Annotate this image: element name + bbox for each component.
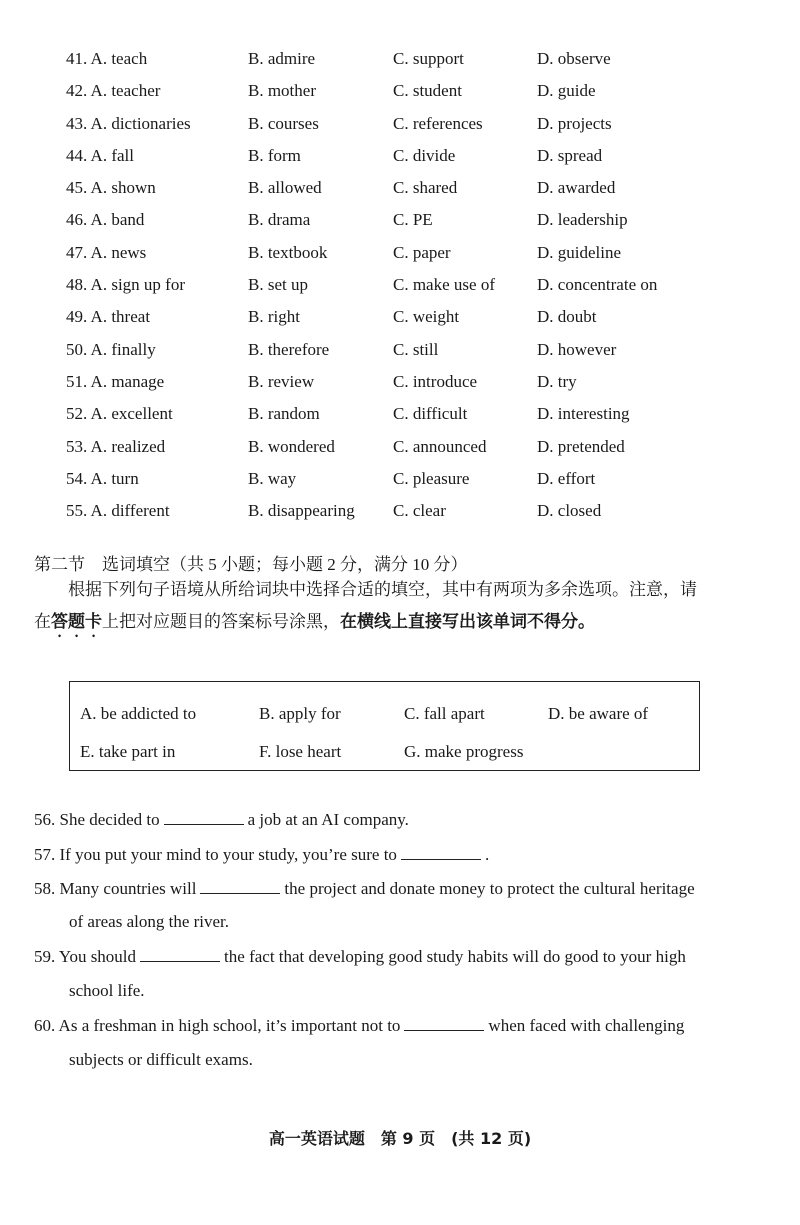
choice-option-b: B. way: [248, 468, 297, 488]
choice-option-a: 44. A. fall: [66, 145, 134, 165]
choice-row: [66, 79, 766, 111]
question-57: [34, 845, 489, 865]
choice-option-a: 46. A. band: [66, 210, 145, 230]
question-text: .: [484, 845, 490, 864]
choice-option-d: D. effort: [537, 468, 596, 488]
answer-blank[interactable]: [140, 947, 220, 962]
choice-option-c: C. paper: [393, 242, 451, 262]
choice-list: [66, 47, 766, 531]
choice-option-b: B. review: [248, 371, 315, 391]
choice-row: [66, 47, 766, 79]
choice-option-a: 53. A. realized: [66, 436, 166, 456]
choice-option-b: B. wondered: [248, 436, 335, 456]
choice-row: [66, 208, 766, 240]
choice-option-d: D. leadership: [537, 210, 628, 230]
choice-option-c: C. clear: [393, 501, 446, 521]
word-option: F. lose heart: [259, 742, 342, 761]
choice-option-c: C. make use of: [393, 275, 495, 295]
choice-option-b: B. disappearing: [248, 501, 355, 521]
choice-option-c: C. difficult: [393, 404, 468, 424]
choice-option-a: 52. A. excellent: [66, 404, 173, 424]
answer-card-emphasis: 答题卡: [51, 612, 102, 631]
choice-option-b: B. drama: [248, 210, 311, 230]
choice-option-a: 51. A. manage: [66, 371, 165, 391]
choice-option-c: C. support: [393, 49, 464, 68]
instruction-line-2: [34, 610, 744, 641]
choice-row: [66, 402, 766, 434]
choice-option-d: D. closed: [537, 501, 602, 521]
instruction-prefix: 在: [34, 612, 51, 631]
choice-option-a: 41. A. teach: [66, 49, 148, 68]
word-option: E. take part in: [80, 742, 176, 761]
choice-option-c: C. references: [393, 113, 483, 133]
choice-option-b: B. set up: [248, 275, 308, 295]
choice-row: [66, 338, 766, 370]
choice-option-d: D. concentrate on: [537, 275, 658, 295]
choice-option-c: C. introduce: [393, 371, 478, 391]
question-59-continued: school life.: [69, 981, 145, 1000]
choice-option-a: 42. A. teacher: [66, 81, 161, 101]
choice-option-d: D. guideline: [537, 242, 622, 262]
choice-row: [66, 144, 766, 176]
question-56: [34, 810, 409, 830]
question-58-continued: of areas along the river.: [69, 912, 230, 931]
question-60: [34, 1016, 684, 1036]
instruction-warning: 在横线上直接写出该单词不得分。: [340, 612, 595, 631]
question-text: the project and donate money to protect the cultural heritage: [284, 879, 695, 898]
question-text: 60. As a freshman in high school, it’s important not to: [34, 1016, 401, 1035]
choice-option-a: 43. A. dictionaries: [66, 113, 191, 133]
answer-blank[interactable]: [200, 879, 280, 894]
choice-option-c: C. PE: [393, 210, 433, 230]
choice-row: [66, 241, 766, 273]
word-box: [69, 681, 700, 771]
choice-option-a: 47. A. news: [66, 242, 147, 262]
word-option: D. be aware of: [548, 704, 649, 723]
answer-blank[interactable]: [164, 810, 244, 825]
choice-option-a: 50. A. finally: [66, 339, 156, 359]
choice-option-d: D. guide: [537, 81, 596, 101]
page-footer: 高一英语试题 第 9 页 (共 12 页): [268, 1129, 532, 1148]
choice-option-a: 48. A. sign up for: [66, 275, 185, 295]
word-option: A. be addicted to: [80, 704, 197, 723]
instruction-line-1: 根据下列句子语境从所给词块中选择合适的填空，其中有两项为多余选项。注意，请: [68, 580, 697, 599]
choice-option-c: C. weight: [393, 307, 460, 327]
choice-option-a: 45. A. shown: [66, 178, 156, 198]
choice-option-a: 55. A. different: [66, 501, 170, 521]
choice-option-b: B. allowed: [248, 178, 322, 198]
choice-option-c: C. divide: [393, 145, 456, 165]
choice-option-b: B. right: [248, 307, 300, 327]
choice-option-d: D. however: [537, 339, 617, 359]
choice-row: [66, 273, 766, 305]
choice-row: [66, 370, 766, 402]
question-59: [34, 947, 686, 967]
choice-option-a: 49. A. threat: [66, 307, 151, 327]
choice-option-b: B. admire: [248, 49, 316, 68]
choice-option-d: D. awarded: [537, 178, 616, 198]
question-58: [34, 879, 695, 899]
section-title: 第二节 选词填空（共 5 小题；每小题 2 分，满分 10 分）: [34, 555, 468, 574]
choice-option-b: B. courses: [248, 113, 319, 133]
choice-row: [66, 305, 766, 337]
choice-option-b: B. random: [248, 404, 320, 424]
choice-option-c: C. announced: [393, 436, 487, 456]
choice-option-d: D. try: [537, 371, 577, 391]
choice-option-c: C. student: [393, 81, 462, 101]
answer-blank[interactable]: [401, 845, 481, 860]
choice-option-b: B. mother: [248, 81, 316, 101]
question-text: the fact that developing good study habits will do good to your high: [224, 947, 686, 966]
choice-option-d: D. observe: [537, 49, 611, 68]
choice-option-c: C. shared: [393, 178, 458, 198]
word-option: B. apply for: [259, 704, 341, 723]
choice-option-d: D. pretended: [537, 436, 625, 456]
choice-row: [66, 467, 766, 499]
choice-option-c: C. pleasure: [393, 468, 470, 488]
question-text: a job at an AI company.: [247, 810, 409, 829]
choice-option-a: 54. A. turn: [66, 468, 139, 488]
question-text: when faced with challenging: [488, 1016, 685, 1035]
choice-option-b: B. form: [248, 145, 301, 165]
choice-option-b: B. therefore: [248, 339, 330, 359]
choice-option-d: D. interesting: [537, 404, 630, 424]
question-text: 56. She decided to: [34, 810, 160, 829]
question-text: 58. Many countries will: [34, 879, 197, 898]
choice-row: [66, 499, 766, 531]
question-60-continued: subjects or difficult exams.: [69, 1050, 253, 1069]
choice-option-b: B. textbook: [248, 242, 328, 262]
choice-option-d: D. projects: [537, 113, 612, 133]
choice-row: [66, 176, 766, 208]
question-text: 57. If you put your mind to your study, you’re sure to: [34, 845, 397, 864]
choice-option-d: D. doubt: [537, 307, 597, 327]
choice-option-c: C. still: [393, 339, 439, 359]
choice-row: [66, 112, 766, 144]
choice-row: [66, 435, 766, 467]
choice-option-d: D. spread: [537, 145, 603, 165]
question-text: 59. You should: [34, 947, 137, 966]
answer-blank[interactable]: [404, 1016, 484, 1031]
instruction-middle: 上把对应题目的答案标号涂黑，: [102, 612, 340, 631]
word-option: G. make progress: [404, 742, 524, 761]
word-option: C. fall apart: [404, 704, 485, 723]
